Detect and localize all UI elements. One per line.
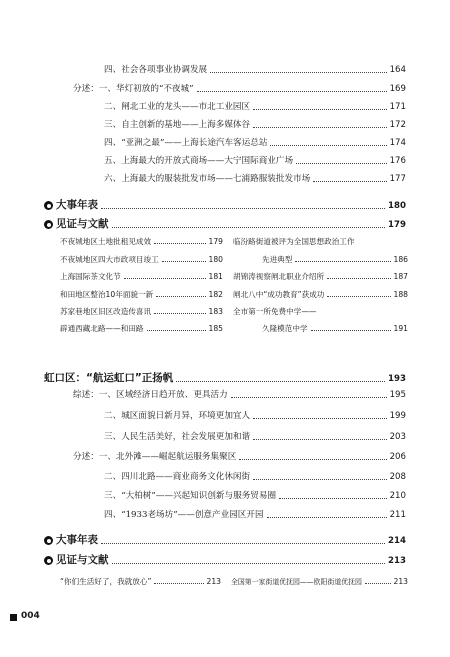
toc-entry-label: 二、闸北工业的龙头——市北工业园区: [104, 102, 251, 112]
witness-page: 182: [208, 290, 223, 299]
dot-leader: [327, 277, 390, 279]
toc-entry-label: 四、社会各项事业协调发展: [104, 65, 208, 75]
bullet-icon: [44, 536, 53, 545]
witness-page: 181: [208, 272, 223, 281]
witness-label: 全市第一所免费中学——: [233, 307, 317, 316]
witness-label: 久隆模范中学: [262, 324, 308, 333]
toc-entry-label: 四、“1933老场坊”——创意产业园区开园: [104, 510, 264, 520]
dot-leader: [253, 108, 386, 110]
toc-entry-label: 五、上海最大的开放式商场——大宁国际商业广场: [104, 156, 294, 166]
dot-leader: [365, 582, 391, 584]
toc-entry[interactable]: [73, 452, 406, 463]
witness-page: 185: [208, 324, 223, 333]
toc-section-chronology[interactable]: [44, 534, 406, 547]
witness-entry[interactable]: [231, 577, 408, 587]
bullet-icon: [44, 201, 53, 210]
witness-label: 和田地区整治10年面貌一新: [60, 290, 154, 299]
dot-leader: [231, 396, 387, 398]
witness-entry[interactable]: [60, 324, 223, 334]
section-label: 见证与文献: [56, 218, 109, 230]
toc-entry-label: 分述：一、华灯初放的“不夜城”: [73, 84, 194, 94]
bullet-icon: [44, 220, 53, 229]
toc-entry-label: 三、人民生活美好，社会发展更加和谐: [104, 432, 251, 442]
witness-entry[interactable]: [60, 255, 223, 265]
dot-leader: [101, 542, 385, 544]
toc-entry[interactable]: [104, 432, 406, 443]
dot-leader: [296, 162, 387, 164]
toc-entry[interactable]: [104, 174, 406, 185]
dot-leader: [253, 417, 386, 419]
toc-entry[interactable]: [104, 65, 406, 76]
witness-label: 辟通西藏北路——和田路: [60, 324, 144, 333]
dot-leader: [112, 226, 386, 228]
witness-label: 全国第一家街道优抚园——欧阳街道优抚园: [231, 578, 362, 586]
toc-entry[interactable]: [104, 102, 406, 113]
dot-leader: [154, 242, 205, 244]
toc-entry-label: 综述：一、区域经济日趋开放、更具活力: [73, 390, 228, 400]
dot-leader: [279, 497, 387, 499]
toc-entry-page: 169: [389, 84, 406, 94]
dot-leader: [176, 380, 385, 382]
witness-entry[interactable]: [60, 272, 223, 282]
toc-entry-page: 176: [389, 156, 406, 166]
witness-entry[interactable]: [262, 255, 408, 265]
toc-entry-label: 三、“大柏树”——兴起知识创新与服务贸易圈: [104, 491, 277, 501]
toc-entry-page: 211: [389, 510, 406, 520]
section-page: 179: [388, 220, 406, 230]
dot-leader: [147, 329, 206, 331]
dot-leader: [210, 71, 386, 73]
section-page: 214: [388, 536, 406, 546]
dot-leader: [124, 277, 206, 279]
toc-entry-page: 206: [389, 452, 406, 462]
witness-page: 186: [393, 255, 408, 264]
toc-entry-label: 二、四川北路——商业商务文化休闲街: [104, 472, 251, 482]
toc-entry[interactable]: [104, 120, 406, 131]
witness-page: 191: [393, 324, 408, 333]
witness-page: 179: [208, 237, 223, 246]
witness-entry[interactable]: [233, 290, 408, 300]
district-title-label: 虹口区：“航运虹口”正扬帆: [44, 372, 174, 384]
dot-leader: [267, 516, 387, 518]
dot-leader: [101, 207, 385, 209]
witness-label: 不夜城地区土地批租见成效: [60, 237, 152, 246]
witness-entry[interactable]: [60, 237, 223, 247]
toc-entry[interactable]: [104, 491, 406, 502]
witness-entry[interactable]: [233, 307, 408, 317]
section-label: 见证与文献: [56, 554, 109, 566]
witness-page: 213: [206, 577, 221, 586]
toc-section-chronology[interactable]: [44, 199, 406, 212]
witness-entry[interactable]: [233, 237, 408, 247]
dot-leader: [112, 562, 386, 564]
witness-page: 213: [393, 577, 408, 586]
witness-entry[interactable]: [60, 307, 223, 317]
bullet-icon: [44, 556, 53, 565]
toc-entry-page: 203: [389, 432, 406, 442]
witness-entry[interactable]: [262, 324, 408, 334]
dot-leader: [197, 90, 387, 92]
dot-leader: [253, 438, 386, 440]
witness-page: 180: [208, 255, 223, 264]
footer-square-icon: [10, 614, 17, 621]
witness-label: 临汾路街道被评为全国思想政治工作: [233, 237, 355, 246]
witness-label: 上海国际茶文化节: [60, 272, 121, 281]
dot-leader: [162, 260, 206, 262]
toc-entry-page: 199: [389, 411, 406, 421]
toc-entry-label: 四、“亚洲之最”——上海长途汽车客运总站: [104, 138, 268, 148]
toc-entry[interactable]: [104, 510, 406, 521]
dot-leader: [253, 478, 386, 480]
witness-label: 先进典型: [262, 255, 293, 264]
toc-entry-page: 177: [389, 174, 406, 184]
toc-entry-page: 172: [389, 120, 406, 130]
witness-entry[interactable]: [60, 290, 223, 300]
toc-entry-label: 六、上海最大的服装批发市场——七浦路服装批发市场: [104, 174, 311, 184]
dot-leader: [253, 126, 386, 128]
toc-entry[interactable]: [73, 390, 406, 401]
dot-leader: [154, 582, 203, 584]
dot-leader: [156, 295, 205, 297]
witness-label: “你们生活好了，我就放心”: [60, 577, 152, 586]
witness-entry[interactable]: [233, 272, 408, 282]
toc-entry[interactable]: [104, 472, 406, 483]
district-title-page: 193: [388, 374, 406, 384]
dot-leader: [313, 180, 386, 182]
dot-leader: [327, 295, 390, 297]
section-page: 213: [388, 556, 406, 566]
footer-page-number: 004: [21, 611, 40, 621]
toc-entry-label: 分述：一、北外滩——崛起航运服务集聚区: [73, 452, 237, 462]
witness-page: 187: [393, 272, 408, 281]
toc-section-witness[interactable]: [44, 554, 406, 567]
toc-district-title[interactable]: [44, 372, 406, 385]
toc-entry-label: 二、城区面貌日新月异，环境更加宜人: [104, 411, 251, 421]
dot-leader: [295, 260, 390, 262]
section-page: 180: [388, 201, 406, 211]
toc-entry-page: 208: [389, 472, 406, 482]
toc-entry-page: 210: [389, 491, 406, 501]
witness-label: 苏家巷地区旧区改造传喜讯: [60, 307, 152, 316]
section-label: 大事年表: [56, 534, 98, 546]
toc-entry[interactable]: [104, 138, 406, 149]
toc-entry-page: 174: [389, 138, 406, 148]
toc-entry-label: 三、自主创新的基地——上海多媒体谷: [104, 120, 251, 130]
dot-leader: [311, 329, 391, 331]
witness-label: 闸北八中“成功教育”获成功: [233, 290, 325, 299]
witness-label: 胡锦涛视察闸北职业介绍所: [233, 272, 325, 281]
toc-entry[interactable]: [73, 84, 406, 95]
toc-entry-page: 164: [389, 65, 406, 75]
dot-leader: [270, 144, 386, 146]
dot-leader: [239, 458, 386, 460]
witness-entry[interactable]: [60, 577, 221, 587]
section-label: 大事年表: [56, 199, 98, 211]
toc-entry-page: 171: [389, 102, 406, 112]
dot-leader: [154, 312, 205, 314]
toc-entry[interactable]: [104, 411, 406, 422]
toc-section-witness[interactable]: [44, 218, 406, 231]
witness-page: 188: [393, 290, 408, 299]
witness-label: 不夜城地区四大市政项目竣工: [60, 255, 159, 264]
toc-entry[interactable]: [104, 156, 406, 167]
toc-entry-page: 195: [389, 390, 406, 400]
witness-page: 183: [208, 307, 223, 316]
